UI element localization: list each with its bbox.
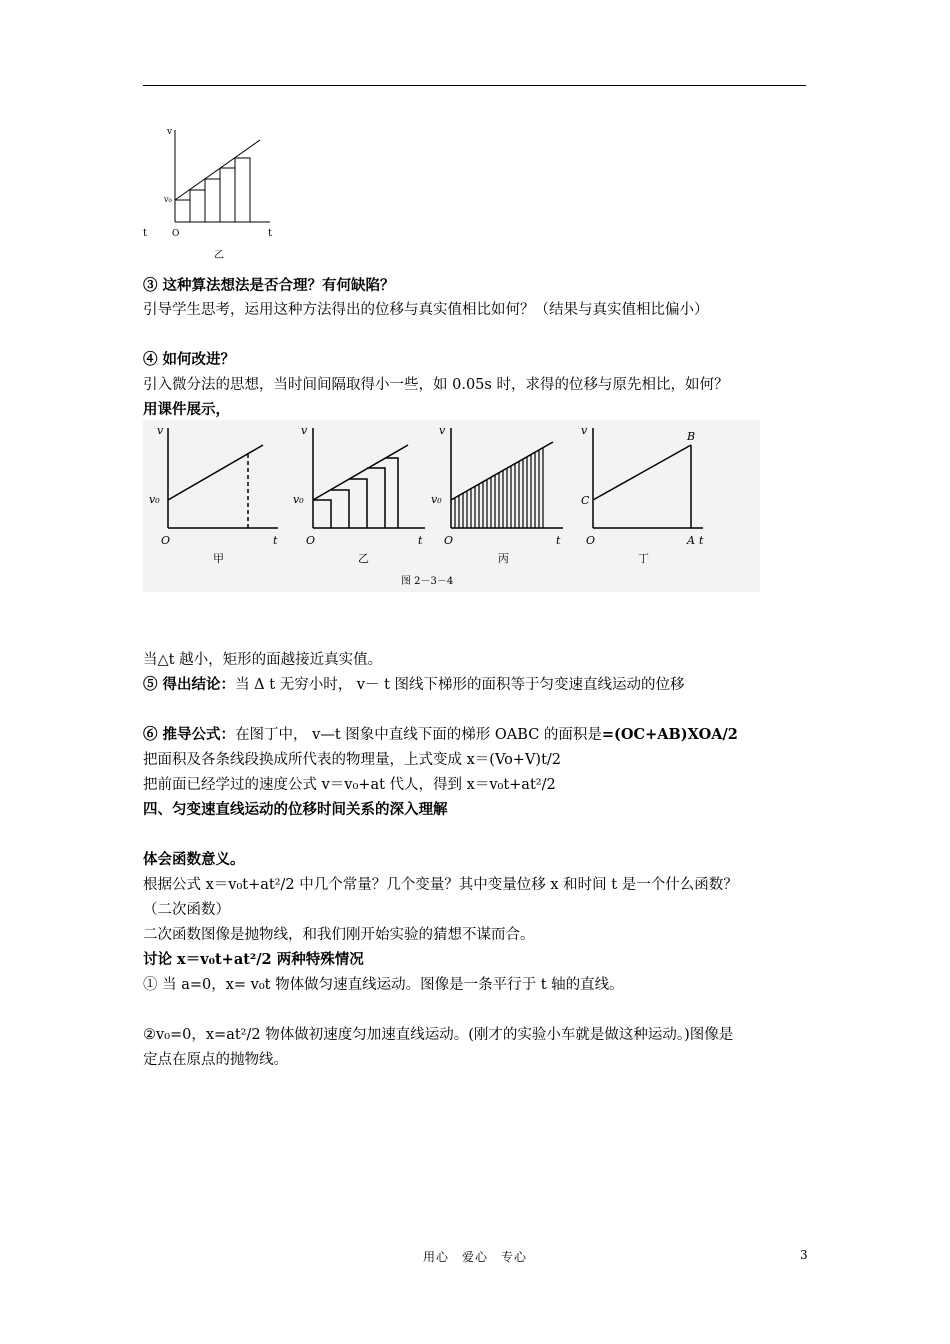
panel3-v: v xyxy=(439,424,446,437)
conclusion-label: ⑤ 得出结论： xyxy=(143,676,236,693)
heading-3: ③ 这种算法想法是否合理？有何缺陷？ xyxy=(143,277,395,294)
panel2-v0: v₀ xyxy=(293,493,304,506)
panel4-c: C xyxy=(581,494,590,507)
header-rule xyxy=(143,85,806,86)
derive-label: ⑥ 推导公式： xyxy=(143,726,236,743)
figure-caption: 乙 xyxy=(214,250,224,261)
figure-vt-row xyxy=(143,420,760,592)
panel1-v: v xyxy=(157,424,164,437)
panel4-b: B xyxy=(687,430,696,443)
paragraph: ① 当 a=0，x= v₀t 物体做匀速直线运动。图像是一条平行于 t 轴的直线。 xyxy=(143,977,624,993)
paragraph: ②v₀=0，x=at²/2 物体做初速度匀加速直线运动。(刚才的实验小车就是做这种运动。)图像是 xyxy=(143,1027,734,1043)
panel1-v0: v₀ xyxy=(149,493,160,506)
paragraph: 二次函数图像是抛物线，和我们刚开始实验的猜想不谋而合。 xyxy=(143,927,535,943)
panel4-a: A xyxy=(687,534,695,547)
panel3-label: 丙 xyxy=(498,552,509,565)
panel3-t: t xyxy=(556,534,561,547)
panel4-label: 丁 xyxy=(638,552,649,565)
subheading: 讨论 x＝v₀t+at²/2 两种特殊情况 xyxy=(143,951,364,968)
derive-formula: =(OC+AB)XOA/2 xyxy=(601,726,738,743)
derive-line xyxy=(143,725,738,745)
conclusion-line xyxy=(143,675,685,695)
heading-4: ④ 如何改进？ xyxy=(143,351,236,368)
panel2-label: 乙 xyxy=(358,552,369,565)
paragraph: 根据公式 x＝v₀t+at²/2 中几个常量？几个变量？其中变量位移 x 和时间 t 是一个什么函数？ xyxy=(143,877,738,893)
panel4-v: v xyxy=(581,424,588,437)
panel2-v: v xyxy=(301,424,308,437)
panel2-t: t xyxy=(418,534,423,547)
paragraph: （二次函数） xyxy=(143,902,230,918)
panel1-o: O xyxy=(161,534,171,547)
panel1-t: t xyxy=(273,534,278,547)
paragraph: 引导学生思考，运用这种方法得出的位移与真实值相比如何？（结果与真实值相比偏小） xyxy=(143,302,709,318)
paragraph: 把前面已经学过的速度公式 v＝v₀+at 代人，得到 x＝v₀t+at²/2 xyxy=(143,777,556,793)
panel3-o: O xyxy=(444,534,454,547)
panel2-o: O xyxy=(306,534,316,547)
panel3-v0: v₀ xyxy=(431,493,442,506)
page-number: 3 xyxy=(800,1248,808,1262)
subheading: 体会函数意义。 xyxy=(143,851,245,868)
panel1-label: 甲 xyxy=(213,552,224,565)
panel4-o: O xyxy=(586,534,596,547)
section-heading: 四、匀变速直线运动的位移时间关系的深入理解 xyxy=(143,801,448,818)
axis-v0-label: v₀ xyxy=(164,195,172,204)
figure-vt-steps xyxy=(140,122,285,262)
footer-text: 用心 爱心 专心 xyxy=(422,1250,527,1264)
conclusion-text: 当 Δ t 无穷小时， v－ t 图线下梯形的面积等于匀变速直线运动的位移 xyxy=(235,677,685,693)
paragraph: 把面积及各条线段换成所代表的物理量，上式变成 x＝(Vo+V)t/2 xyxy=(143,752,562,768)
derive-text: 在图丁中， v—t 图象中直线下面的梯形 OABC 的面积是 xyxy=(235,727,602,743)
figure-row-caption: 图 2－3－4 xyxy=(401,576,454,587)
axis-v-label: v xyxy=(167,127,173,137)
axis-t-left: t xyxy=(143,228,148,239)
paragraph: 引入微分法的思想，当时间间隔取得小一些，如 0.05s 时，求得的位移与原先相比，如何？ xyxy=(143,377,729,393)
axis-t-right: t xyxy=(268,228,273,239)
origin-label: O xyxy=(172,229,180,239)
paragraph: 用课件展示， xyxy=(143,401,230,418)
paragraph: 定点在原点的抛物线。 xyxy=(143,1052,288,1068)
paragraph: 当△t 越小，矩形的面越接近真实值。 xyxy=(143,652,383,668)
panel4-t: t xyxy=(699,534,704,547)
